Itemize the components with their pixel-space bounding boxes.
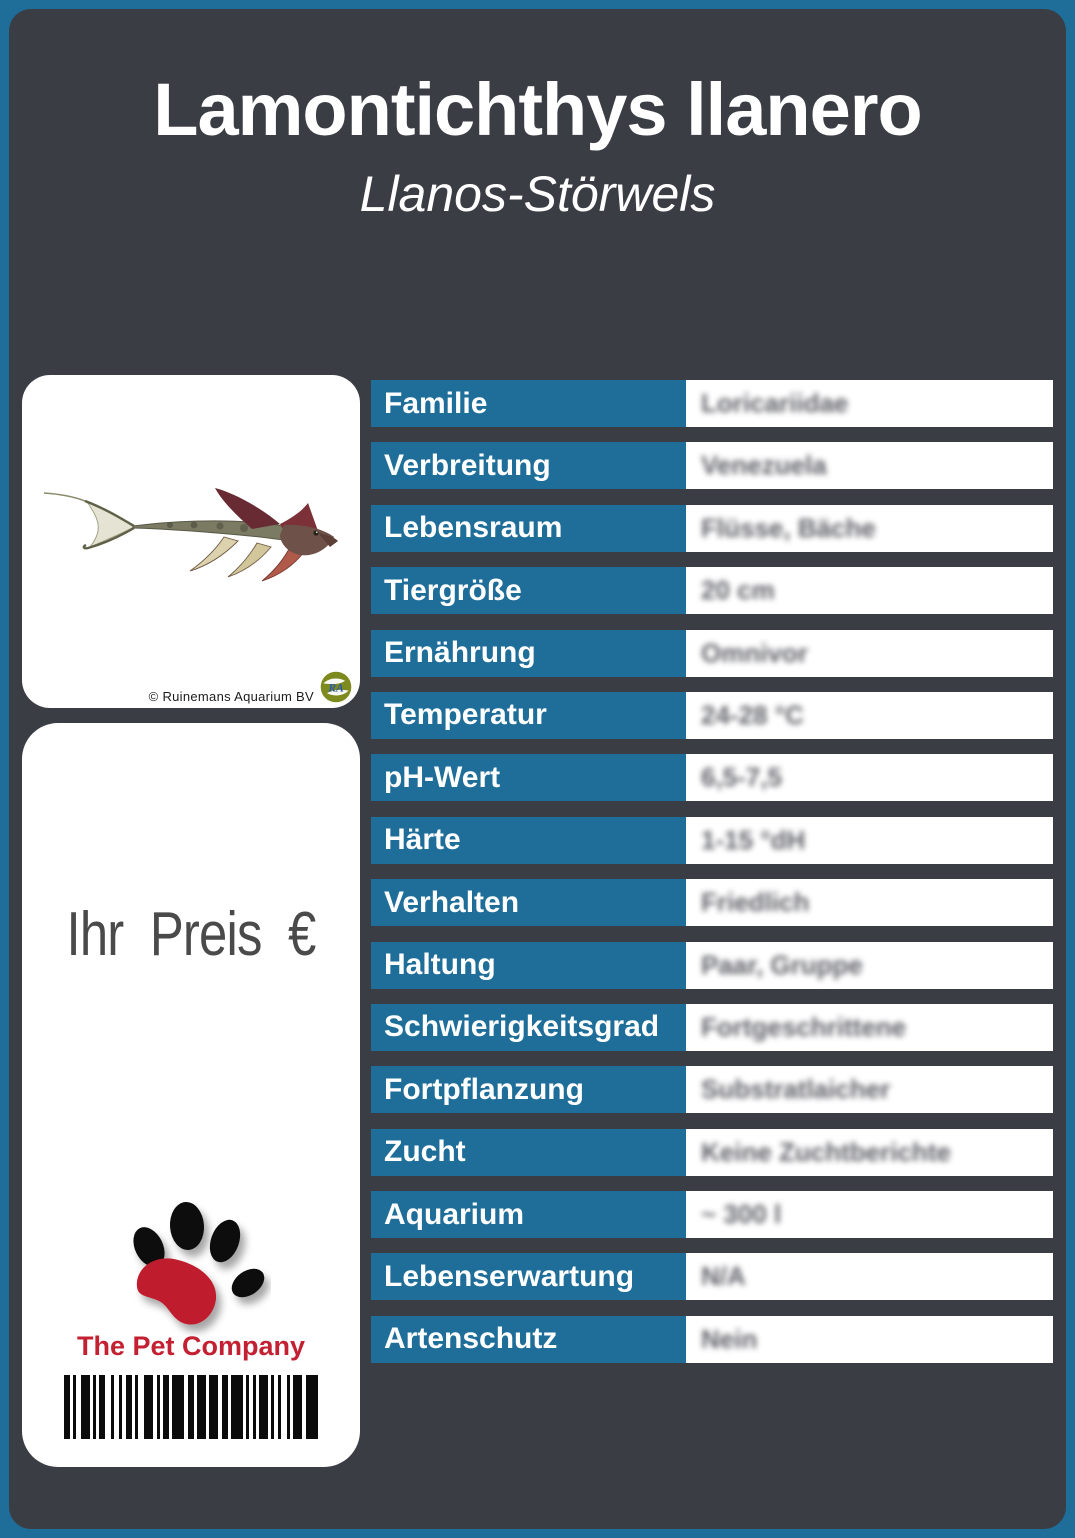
row-value: 24-28 °C <box>686 692 1053 739</box>
row-label: Fortpflanzung <box>371 1066 686 1113</box>
table-row <box>371 942 1053 989</box>
row-value: 1-15 °dH <box>686 817 1053 864</box>
row-value: Omnivor <box>686 630 1053 677</box>
row-label: Artenschutz <box>371 1316 686 1363</box>
row-value: Loricariidae <box>686 380 1053 427</box>
table-row <box>371 1191 1053 1238</box>
barcode-bar <box>293 1375 302 1439</box>
barcode-bar <box>306 1375 318 1439</box>
brand-name: The Pet Company <box>76 1331 306 1361</box>
row-value: Nein <box>686 1316 1053 1363</box>
info-table <box>371 380 1053 1363</box>
barcode-bar <box>144 1375 153 1439</box>
row-label: Härte <box>371 817 686 864</box>
table-row <box>371 380 1053 427</box>
row-value: Friedlich <box>686 879 1053 926</box>
row-label: Lebenserwartung <box>371 1253 686 1300</box>
row-label: Lebensraum <box>371 505 686 552</box>
row-value: N/A <box>686 1253 1053 1300</box>
fish-image <box>22 375 360 708</box>
barcode-bar <box>81 1375 90 1439</box>
table-row <box>371 1004 1053 1051</box>
table-row <box>371 505 1053 552</box>
page-subtitle: Llanos-Störwels <box>359 166 716 222</box>
table-row <box>371 1066 1053 1113</box>
table-row <box>371 1316 1053 1363</box>
barcode-bar <box>172 1375 184 1439</box>
row-value: Flüsse, Bäche <box>686 505 1053 552</box>
row-value: Venezuela <box>686 442 1053 489</box>
row-value: Paar, Gruppe <box>686 942 1053 989</box>
row-value: Keine Zuchtberichte <box>686 1129 1053 1176</box>
page-title: Lamontichthys llanero <box>153 68 922 151</box>
dark-panel <box>9 9 1066 1529</box>
price-card <box>22 723 360 1467</box>
table-row <box>371 442 1053 489</box>
table-row <box>371 1129 1053 1176</box>
row-value: 20 cm <box>686 567 1053 614</box>
price-label: Ihr Preis € <box>66 900 316 969</box>
table-row <box>371 879 1053 926</box>
row-value: 6,5-7,5 <box>686 754 1053 801</box>
ra-monogram: RA <box>328 681 344 695</box>
row-label: Verbreitung <box>371 442 686 489</box>
table-row <box>371 817 1053 864</box>
table-row <box>371 754 1053 801</box>
paw-icon <box>111 1193 271 1343</box>
row-label: pH-Wert <box>371 754 686 801</box>
row-value: Fortgeschrittene <box>686 1004 1053 1051</box>
row-label: Tiergröße <box>371 567 686 614</box>
photo-copyright: © Ruinemans Aquarium BV <box>148 689 314 704</box>
row-label: Verhalten <box>371 879 686 926</box>
table-row <box>371 692 1053 739</box>
row-label: Haltung <box>371 942 686 989</box>
barcode-bar <box>197 1375 206 1439</box>
fish-photo-card <box>22 375 360 708</box>
barcode <box>64 1375 318 1439</box>
row-label: Familie <box>371 380 686 427</box>
table-row <box>371 1253 1053 1300</box>
row-value: ~ 300 l <box>686 1191 1053 1238</box>
row-value: Substratlaicher <box>686 1066 1053 1113</box>
barcode-bar <box>259 1375 268 1439</box>
table-row <box>371 567 1053 614</box>
row-label: Temperatur <box>371 692 686 739</box>
row-label: Aquarium <box>371 1191 686 1238</box>
barcode-bar <box>231 1375 243 1439</box>
barcode-bar <box>209 1375 218 1439</box>
row-label: Zucht <box>371 1129 686 1176</box>
row-label: Schwierigkeitsgrad <box>371 1004 686 1051</box>
ruinemans-aquarium-logo-icon <box>318 669 354 705</box>
row-label: Ernährung <box>371 630 686 677</box>
table-row <box>371 630 1053 677</box>
